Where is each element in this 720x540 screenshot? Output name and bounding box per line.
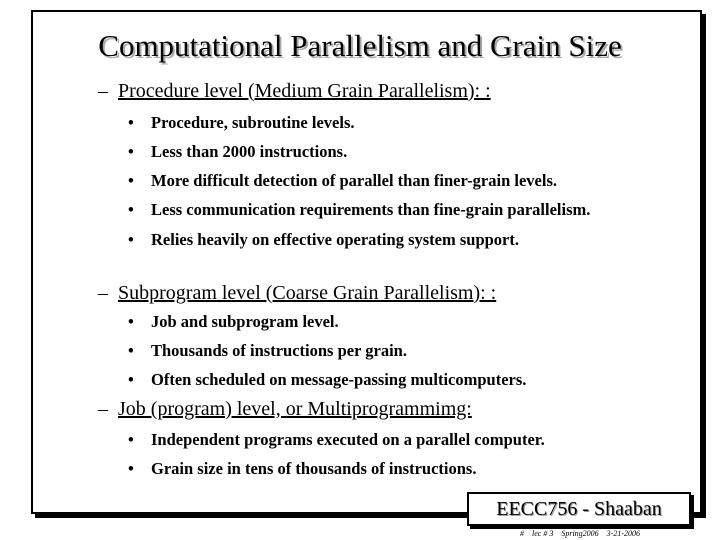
section-heading: Job (program) level, or Multiprogrammimg: [118, 398, 472, 420]
bullet-list-subprogram [128, 307, 526, 394]
section-heading: Subprogram level (Coarse Grain Parallelism): : [118, 282, 497, 304]
list-item: • Less than 2000 instructions. [128, 137, 591, 166]
dash: – [98, 398, 108, 420]
bullet-list-job [128, 425, 545, 483]
bullet-list-procedure [128, 108, 591, 254]
dash: – [98, 80, 108, 102]
list-item: • Less communication requirements than fine-grain parallelism. [128, 200, 591, 219]
bullet-dot: • [128, 459, 134, 478]
section-procedure-level [98, 80, 491, 103]
lecture-number: lec # 3 [532, 529, 554, 538]
list-item: • Often scheduled on message-passing multicomputers. [128, 365, 526, 394]
bullet-dot: • [128, 430, 134, 449]
section-job-level [98, 398, 472, 421]
list-item: • Job and subprogram level. [128, 307, 526, 336]
slide-footer [520, 529, 648, 538]
section-subprogram-level [98, 282, 496, 305]
list-item: • Grain size in tens of thousands of instructions. [128, 454, 545, 483]
list-item: • Procedure, subroutine levels. [128, 108, 591, 137]
list-item: • Independent programs executed on a parallel computer. [128, 425, 545, 454]
bullet-dot: • [128, 142, 134, 161]
bullet-dot: • [128, 341, 134, 360]
slide-title: Computational Parallelism and Grain Size [98, 28, 622, 63]
dash: – [98, 282, 108, 304]
term-label: Spring2006 [561, 529, 599, 538]
bullet-dot: • [128, 370, 134, 389]
bullet-dot: • [128, 113, 134, 132]
bullet-dot: • [128, 312, 134, 331]
list-item: • Relies heavily on effective operating system support. [128, 225, 591, 254]
course-badge: EECC756 - Shaaban [467, 492, 691, 526]
bullet-dot: • [128, 171, 134, 190]
bullet-dot: • [128, 230, 134, 249]
section-heading: Procedure level (Medium Grain Parallelism): : [118, 80, 491, 102]
slide-number: # [520, 529, 524, 538]
list-item: • Thousands of instructions per grain. [128, 336, 526, 365]
list-item: • More difficult detection of parallel than finer-grain levels. [128, 166, 591, 195]
bullet-dot: • [128, 200, 134, 219]
date-label: 3-21-2006 [606, 529, 640, 538]
